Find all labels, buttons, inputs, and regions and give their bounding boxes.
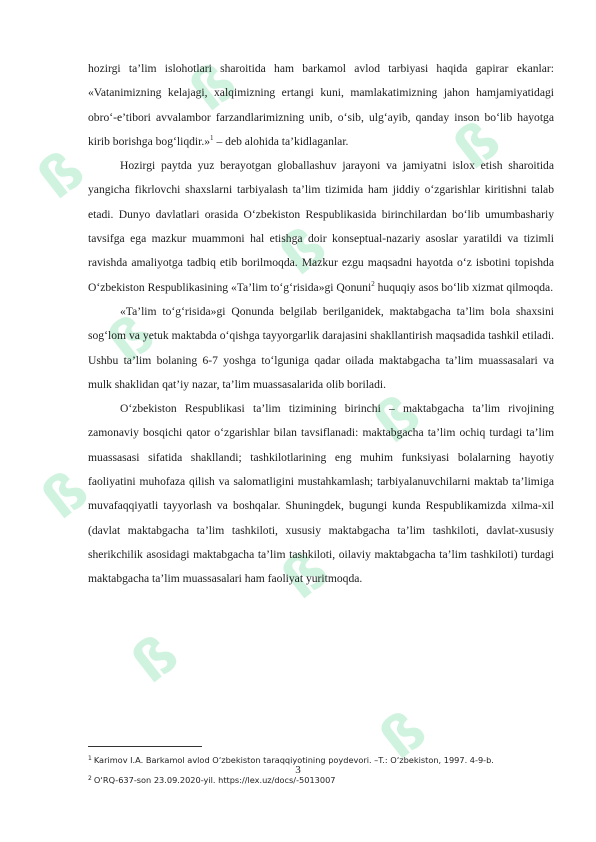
paragraph xyxy=(88,57,554,154)
watermark-mark: ß xyxy=(269,537,340,612)
footnote-ref[interactable]: 1 xyxy=(210,133,214,142)
paragraph-text: «Ta’lim to‘g‘risida»gi Qonunda belgilab berilganidek, maktabgacha ta’lim bola shaxsini sog‘lom va yetuk maktabda o‘qishga tayyorgarlik darajasini shakllantirish maqsadida tashkil etiladi. Ushbu ta’lim bolaning 6-7 yoshga to‘lguniga qadar oilada maktabgacha ta’lim muassasalari va mulk shaklidan qat’iy nazar, ta’lim muassasalarida olib boriladi. xyxy=(88,304,554,391)
paragraph xyxy=(88,154,554,300)
footnote-mark: 2 xyxy=(88,775,92,782)
watermark-mark: ß xyxy=(441,107,512,182)
paragraph-text: hozirgi ta’lim islohotlari sharoitida ham barkamol avlod tarbiyasi haqida gapirar ekanlar: «Vatanimizning kelajagi, xalqimizning ertangi kuni, mamlakatimizning jahon hamjamiyatidagi obro‘-e’tibori avvalambor farzandlarimizning unib, o‘sib, ulg‘ayib, qanday inson bo‘lib hayotga kirib borishga bog‘liqdir.» xyxy=(88,62,554,148)
watermark-mark: ß xyxy=(361,381,432,456)
footnote-text[interactable]: O‘RQ-637-son 23.09.2020-yil. https://lex.uz/docs/-5013007 xyxy=(93,775,336,785)
paragraph-text-after: – deb alohida ta’kidlaganlar. xyxy=(213,134,349,148)
watermark-mark: ß xyxy=(25,137,96,212)
page-number: 3 xyxy=(295,764,301,776)
paragraph-text: O‘zbekiston Respublikasi ta’lim tizimining birinchi – maktabgacha ta’lim rivojining zamonaviy bosqichi qator o‘zgarishlar bilan tavsiflanadi: maktabgacha ta’lim ochiq turdagi ta’lim muassasasi sifatida shakllandi; tashkilotlarining eng muhim funksiyasi bolalarning hayotiy faoliyatini muhofaza qilish va salomatligini mustahkamlash; tarbiyalanuvchilarni maktab ta’limiga muvafaqqiyatli tayyorlash va boshqalar. Shuningdek, bugungi kunda Respublikamizda xilma-xil (davlat maktabgacha ta’lim tashkiloti, xususiy maktabgacha ta’lim tashkiloti, davlat-xususiy sherikchilik asosidagi maktabgacha ta’lim tashkiloti, oilaviy maktabgacha ta’lim tashkiloti) turdagi maktabgacha ta’lim muassasalari ham faoliyat yuritmoqda. xyxy=(88,402,554,586)
watermark-mark: ß xyxy=(119,621,190,696)
paragraph xyxy=(88,397,554,591)
footnote-ref[interactable]: 2 xyxy=(371,279,375,288)
watermark-mark: ß xyxy=(95,301,166,376)
watermark-mark: ß xyxy=(367,697,438,772)
footnote-separator xyxy=(88,746,202,747)
paragraph-text-after: huquqiy asos bo‘lib xizmat qilmoqda. xyxy=(374,280,554,294)
paragraph xyxy=(88,300,554,397)
footnote-text: Karimov I.A. Barkamol avlod O‘zbekiston taraqqiyotining poydevori. –T.: O‘zbekiston, 1997. 4-9-b. xyxy=(93,755,494,765)
footnote-mark: 1 xyxy=(88,755,92,762)
body-text xyxy=(88,57,554,592)
watermark-mark: ß xyxy=(29,457,100,532)
paragraph-text: Hozirgi paytda yuz berayotgan globallashuv jarayoni va jamiyatni islox etish sharoitida yangicha fikrlovchi shaxslarni tarbiyalash ta’lim tizimida ham jiddiy o‘zgarishlar kiritishni talab etadi. Dunyo davlatlari orasida O‘zbekiston Respublikasida birinchilardan bo‘lib umumbashariy tavsifga ega mazkur muammoni hal etishga doir konseptual-nazariy asoslar yaratildi va tizimli ravishda amaliyotga tadbiq etib borilmoqda. Mazkur ezgu maqsadni hayotda o‘z isbotini topishda O‘zbekiston Respublikasining «Ta’lim to‘g‘risida»gi Qonuni xyxy=(88,159,554,294)
watermark-mark: ß xyxy=(267,213,338,288)
watermark-mark: ß xyxy=(177,49,248,124)
